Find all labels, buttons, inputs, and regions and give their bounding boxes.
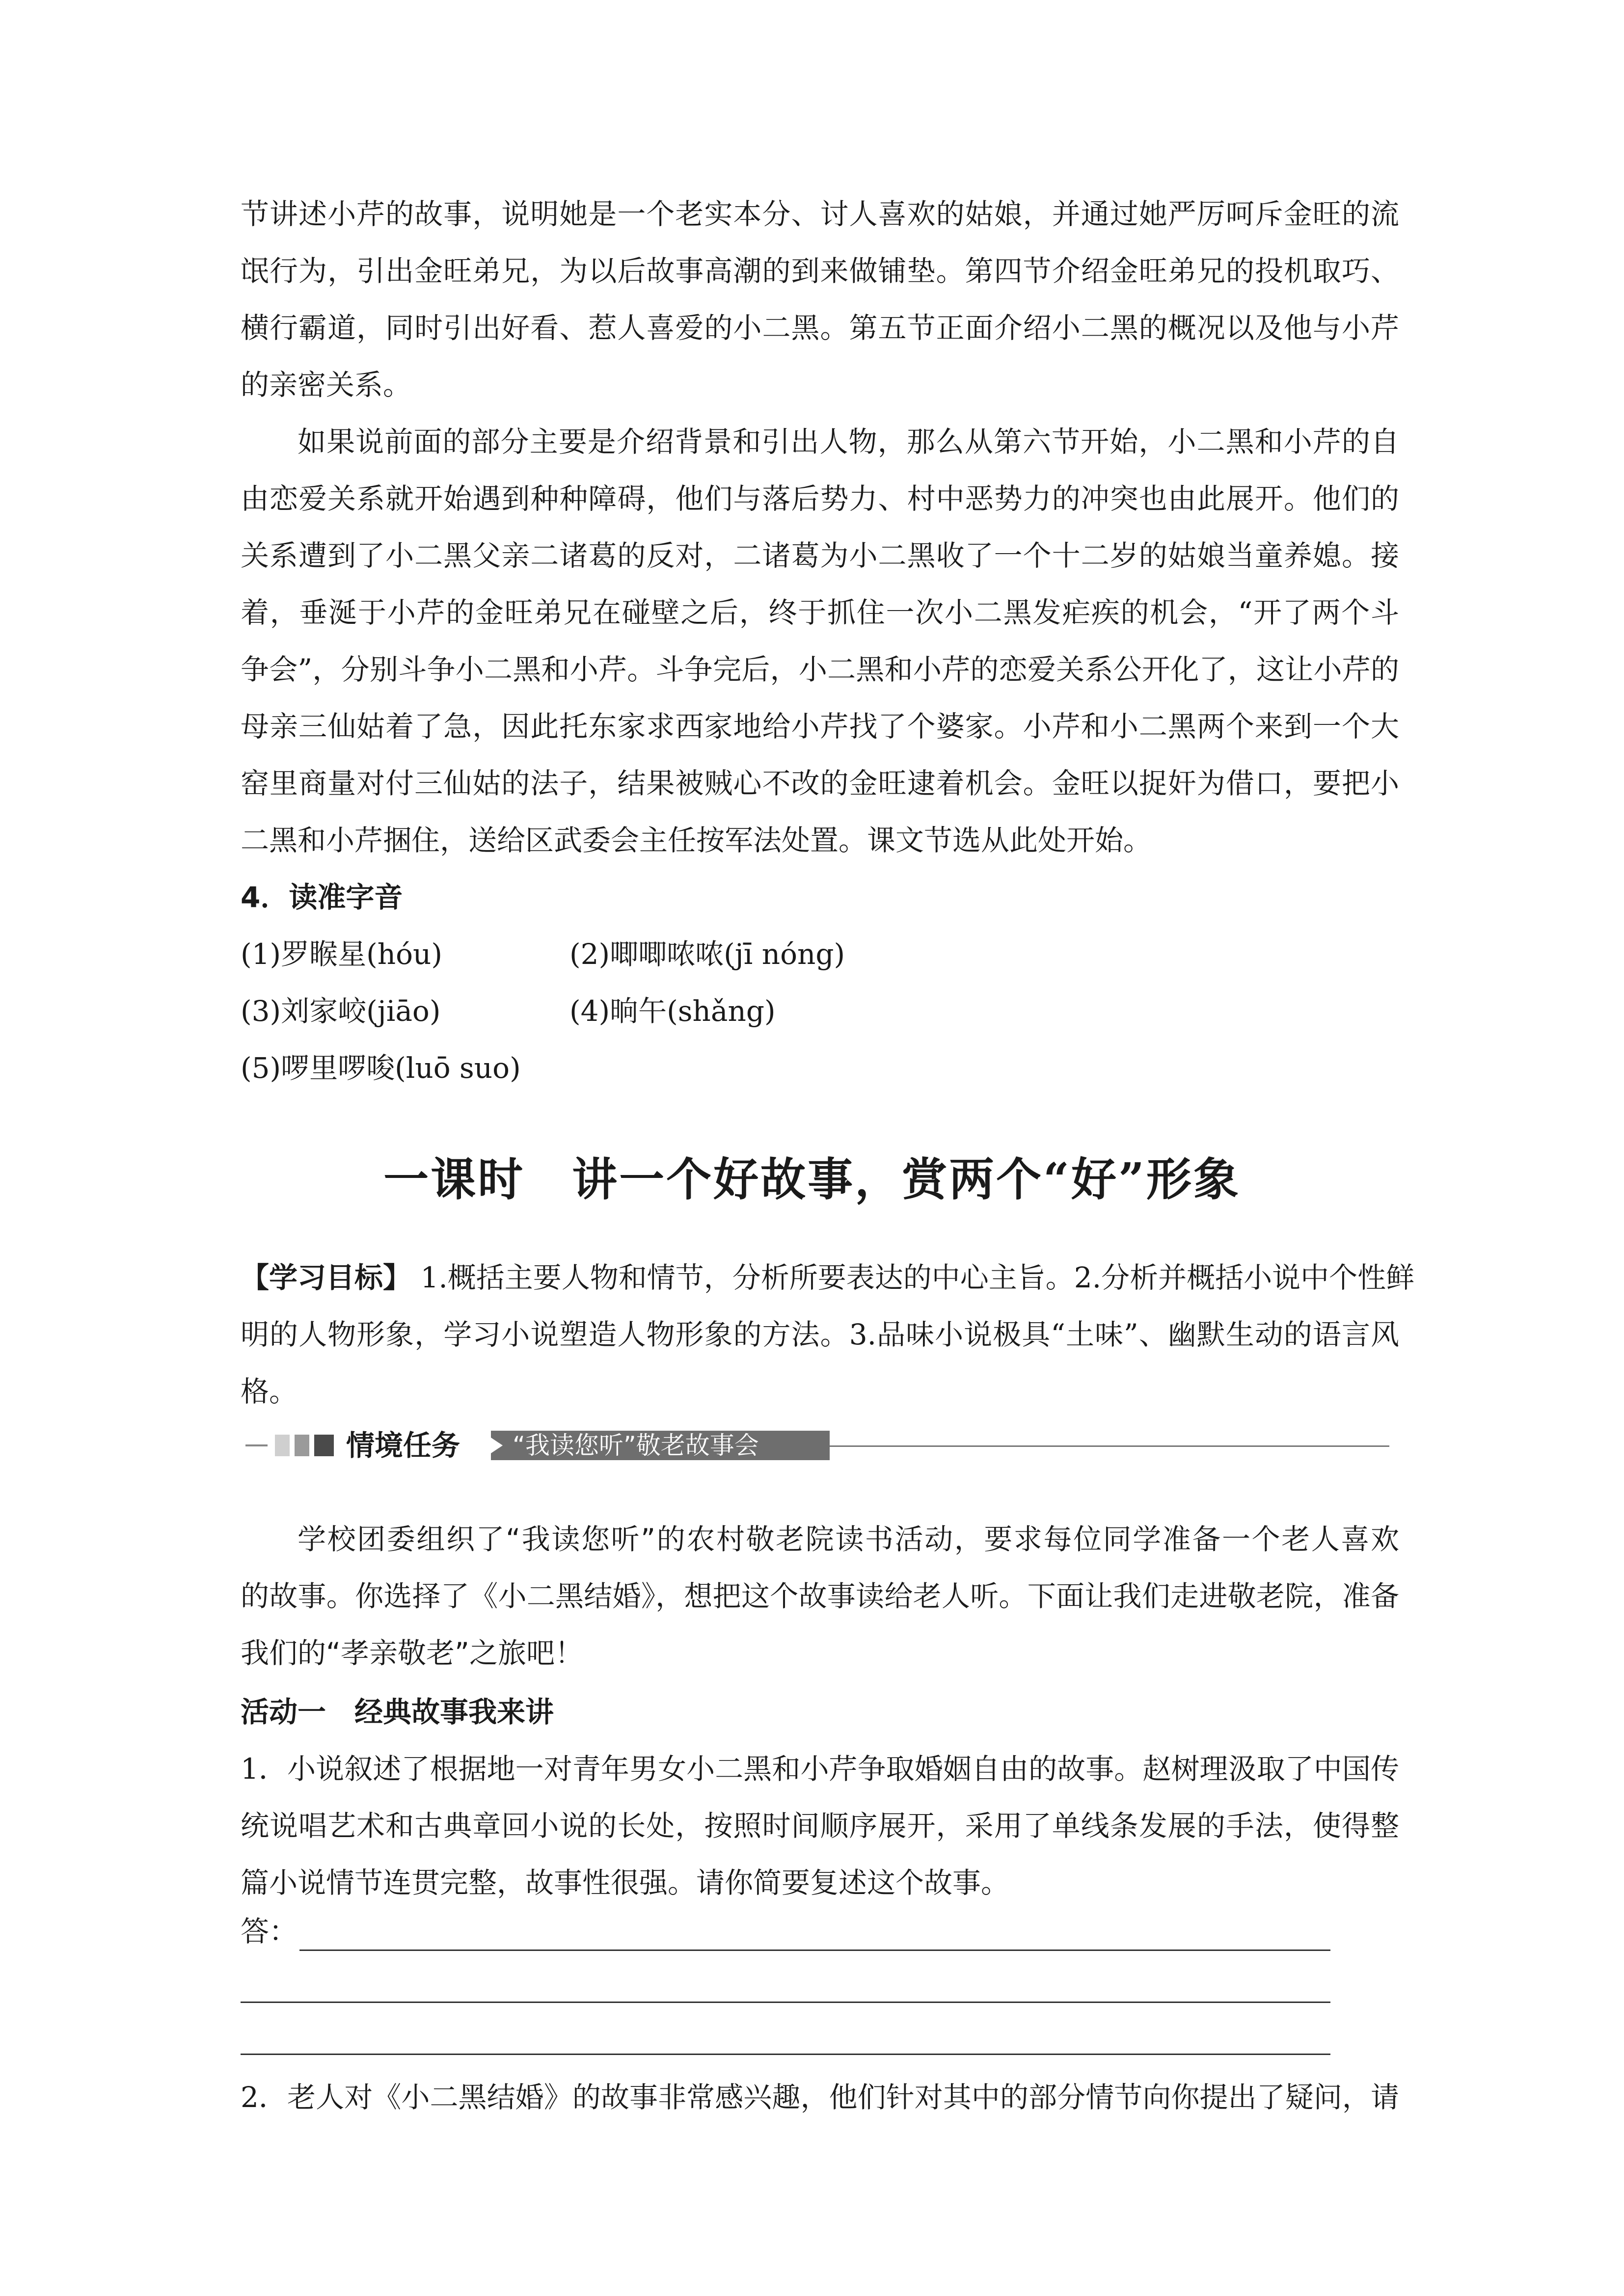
plot-paragraph (241, 413, 1399, 869)
learning-goals-label: 【学习目标】 (241, 1261, 412, 1294)
scenario-tag-text: “我读您听”敬老故事会 (513, 1431, 759, 1460)
banner-square (275, 1435, 290, 1456)
question-2 (241, 2069, 1399, 2126)
text-line: 横行霸道，同时引出好看、惹人喜爱的小二黑。第五节正面介绍小二黑的概况以及他与小芹 (241, 311, 1399, 345)
banner-square (314, 1435, 334, 1456)
learning-goals (241, 1249, 1415, 1420)
scenario-banner (245, 1426, 1389, 1465)
text-line (241, 1249, 1415, 1306)
text-line: 母亲三仙姑着了急，因此托东家求西家地给小芹找了个婆家。小芹和小二黑两个来到一个大 (241, 710, 1399, 743)
pronunciation-item: (2)唧唧哝哝(jī nóng) (569, 937, 845, 971)
text-line: 氓行为，引出金旺弟兄，为以后故事高潮的到来做铺垫。第四节介绍金旺弟兄的投机取巧、 (241, 254, 1399, 288)
text-line: 统说唱艺术和古典章回小说的长处，按照时间顺序展开，采用了单线条发展的手法，使得整 (241, 1809, 1399, 1842)
scenario-paragraph (241, 1511, 1399, 1682)
text-line: 格。 (241, 1375, 298, 1408)
text-line: 如果说前面的部分主要是介绍背景和引出人物，那么从第六节开始，小二黑和小芹的自 (298, 425, 1399, 458)
learning-goals-text: 1.概括主要人物和情节，分析所要表达的中心主旨。2.分析并概括小说中个性鲜 (411, 1261, 1415, 1294)
activity-title: 活动一 经典故事我来讲 (241, 1695, 554, 1729)
intro-paragraph (241, 186, 1399, 413)
text-line: 2．老人对《小二黑结婚》的故事非常感兴趣，他们针对其中的部分情节向你提出了疑问，请 (241, 2081, 1399, 2114)
text-line: 的故事。你选择了《小二黑结婚》，想把这个故事读给老人听。下面让我们走进敬老院，准备 (241, 1579, 1399, 1613)
play-triangle-icon (491, 1438, 503, 1453)
lesson-title: 一课时 讲一个好故事，赏两个“好”形象 (383, 1153, 1241, 1206)
text-line: 窑里商量对付三仙姑的法子，结果被贼心不改的金旺逮着机会。金旺以捉奸为借口，要把小 (241, 767, 1399, 800)
answer-label: 答： (241, 1915, 298, 1948)
text-line: 篇小说情节连贯完整，故事性很强。请你简要复述这个故事。 (241, 1866, 1010, 1899)
text-line: 明的人物形象，学习小说塑造人物形象的方法。3.品味小说极具“土味”、幽默生动的语言风 (241, 1318, 1399, 1351)
scenario-tag (491, 1431, 830, 1460)
text-line: 我们的“孝亲敬老”之旅吧！ (241, 1636, 584, 1670)
text-line: 争会”，分别斗争小二黑和小芹。斗争完后，小二黑和小芹的恋爱关系公开化了，这让小芹的 (241, 653, 1399, 686)
question-1 (241, 1740, 1399, 1911)
text-line: 节讲述小芹的故事，说明她是一个老实本分、讨人喜欢的姑娘，并通过她严厉呵斥金旺的流 (241, 197, 1399, 231)
text-line: 由恋爱关系就开始遇到种种障碍，他们与落后势力、村中恶势力的冲突也由此展开。他们的 (241, 482, 1399, 515)
pronunciation-item: (4)晌午(shǎng) (569, 994, 776, 1028)
text-line: 二黑和小芹捆住，送给区武委会主任按军法处置。课文节选从此处开始。 (241, 824, 1152, 857)
text-line: 学校团委组织了“我读您听”的农村敬老院读书活动，要求每位同学准备一个老人喜欢 (298, 1522, 1399, 1556)
pronunciation-item: (1)罗睺星(hóu) (241, 937, 443, 971)
text-line: 着，垂涎于小芹的金旺弟兄在碰壁之后，终于抓住一次小二黑发疟疾的机会，“开了两个斗 (241, 596, 1399, 629)
banner-rule (830, 1445, 1389, 1447)
text-line: 的亲密关系。 (241, 368, 412, 401)
answer-line[interactable] (299, 1949, 1330, 1951)
pronunciation-item: (5)啰里啰唆(luō suo) (241, 1051, 521, 1085)
answer-line[interactable] (241, 2002, 1330, 2003)
pronunciation-item: (3)刘家峧(jiāo) (241, 994, 441, 1028)
banner-dash (245, 1444, 268, 1446)
text-line: 关系遭到了小二黑父亲二诸葛的反对，二诸葛为小二黑收了一个十二岁的姑娘当童养媳。接 (241, 539, 1399, 572)
text-line: 1．小说叙述了根据地一对青年男女小二黑和小芹争取婚姻自由的故事。赵树理汲取了中国传 (241, 1752, 1399, 1786)
banner-square (295, 1435, 309, 1456)
pronunciation-heading: 4．读准字音 (241, 881, 403, 914)
answer-line[interactable] (241, 2054, 1330, 2055)
scenario-label: 情境任务 (346, 1429, 460, 1462)
